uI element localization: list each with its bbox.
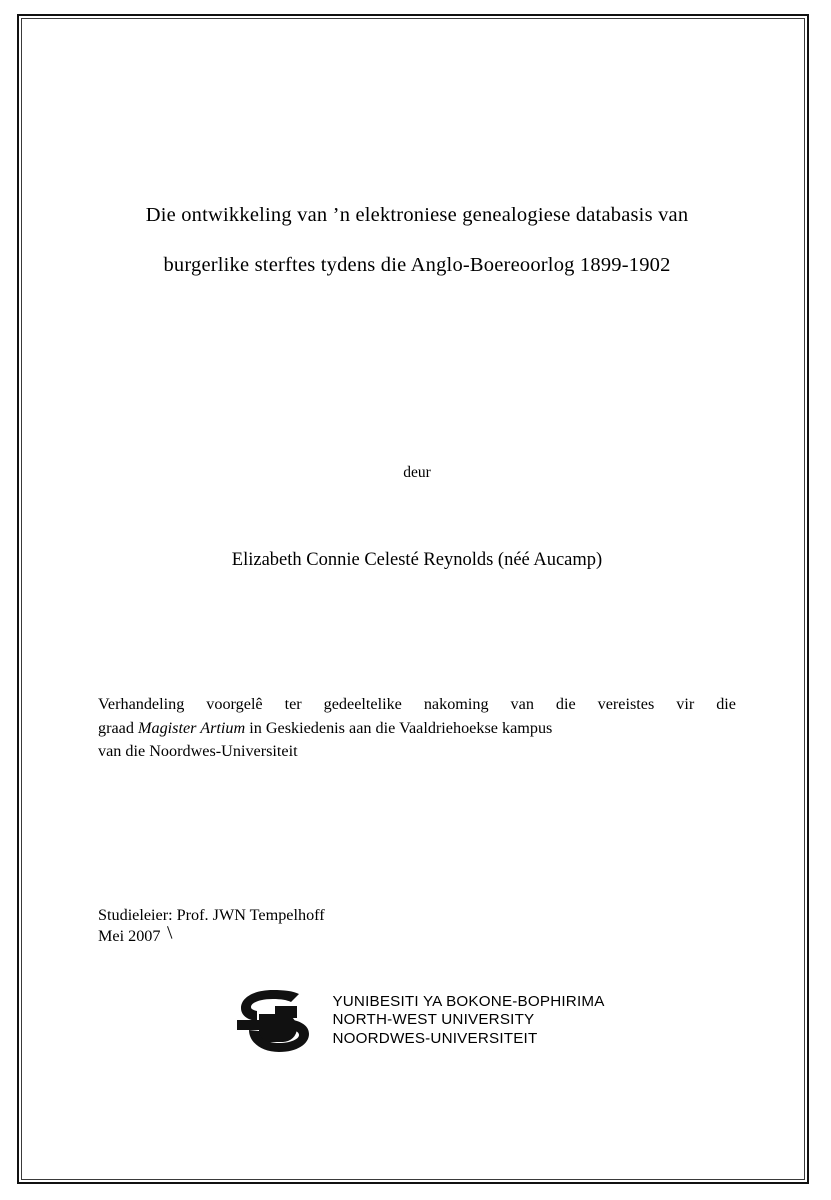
- degree-name-italic: Magister Artium: [138, 718, 246, 737]
- title-line-2: burgerlike sterftes tydens die Anglo-Boereoorlog 1899-1902: [163, 254, 671, 276]
- by-label: deur: [403, 464, 431, 481]
- degree-statement-line-1: Verhandeling voorgelê ter gedeeltelike nakoming van die vereistes vir die: [98, 695, 736, 713]
- logo-text-line-2: NORTH-WEST UNIVERSITY: [332, 1011, 535, 1029]
- university-logo-text: [332, 993, 604, 1049]
- logo-text-line-3: NOORDWES-UNIVERSITEIT: [332, 1029, 538, 1047]
- logo-text-line-1: YUNIBESITI YA BOKONE-BOPHIRIMA: [332, 992, 605, 1010]
- title-line-1: Die ontwikkeling van ’n elektroniese genealogiese databasis van: [145, 204, 689, 226]
- date-text: Mei 2007: [98, 926, 161, 945]
- page-title: [98, 190, 736, 290]
- title-page-content: [98, 190, 736, 1058]
- degree-statement-line-2-before: graad: [98, 718, 138, 737]
- degree-statement-line-3: van die Noordwes-Universiteit: [98, 742, 298, 760]
- north-west-university-logo-icon: [229, 984, 325, 1058]
- degree-statement-line-2-after: in Geskiedenis aan die Vaaldriehoekse kampus: [245, 718, 553, 737]
- author-name: Elizabeth Connie Celesté Reynolds (néé Aucamp): [231, 550, 603, 570]
- supervisor-line: Studieleier: Prof. JWN Tempelhoff: [98, 905, 325, 924]
- date-line: [98, 927, 161, 946]
- degree-statement: [98, 693, 736, 764]
- university-logo: [98, 984, 736, 1058]
- degree-statement-line-2: [98, 717, 736, 741]
